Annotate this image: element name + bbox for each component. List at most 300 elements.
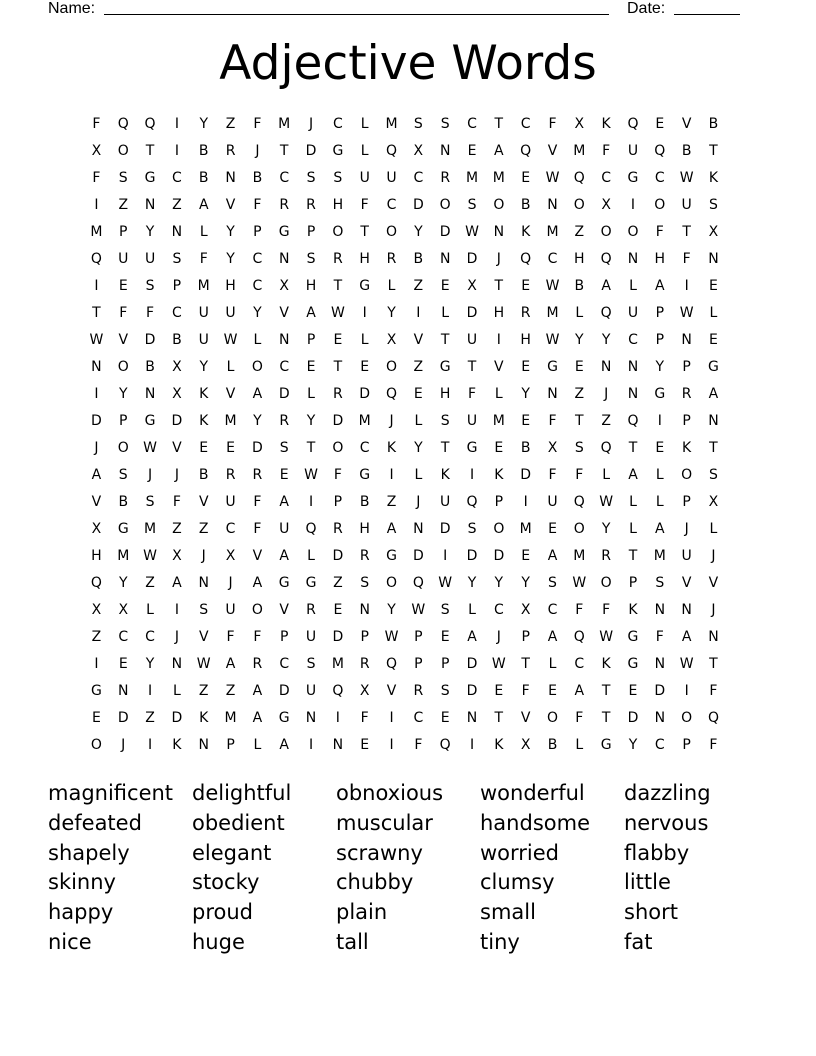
grid-letter: C [225, 521, 236, 538]
grid-letter: J [94, 440, 99, 457]
grid-letter: P [628, 575, 638, 592]
grid-letter: P [119, 224, 128, 241]
grid-letter: U [440, 494, 451, 511]
grid-letter: L [629, 494, 637, 511]
grid-letter: I [308, 737, 314, 754]
grid-letter: K [601, 116, 611, 132]
grid-letter: J [121, 737, 126, 754]
grid-letter: C [386, 197, 397, 214]
grid-letter: K [708, 170, 719, 187]
grid-letter: I [308, 494, 314, 511]
grid-letter: M [224, 413, 237, 430]
grid-letter: O [573, 197, 585, 214]
grid-letter: U [279, 521, 290, 538]
grid-letter: U [466, 332, 478, 349]
grid-letter: Q [386, 656, 398, 673]
grid-letter: T [306, 440, 316, 457]
grid-letter: N [171, 656, 183, 673]
grid-letter: Q [573, 494, 585, 511]
grid-letter: C [574, 656, 585, 673]
grid-letter: W [143, 548, 157, 565]
grid-letter: O [439, 197, 451, 214]
grid-letter: Q [386, 143, 398, 160]
grid-letter: G [117, 521, 129, 538]
grid-letter: N [439, 143, 451, 160]
grid-letter: D [278, 683, 290, 700]
grid-letter: M [653, 548, 666, 565]
grid-letter: C [413, 170, 424, 187]
grid-letter: G [332, 143, 344, 160]
grid-letter: V [413, 332, 424, 349]
grid-letter: T [440, 440, 450, 457]
word-list-item: happy [48, 900, 114, 925]
grid-letter: F [575, 710, 584, 727]
grid-letter: L [655, 494, 664, 511]
grid-letter: G [466, 440, 478, 457]
grid-letter: C [172, 170, 182, 187]
grid-letter: E [548, 521, 557, 538]
grid-letter: S [306, 170, 316, 187]
grid-letter: W [89, 332, 104, 349]
grid-letter: V [681, 575, 692, 592]
grid-letter: I [148, 683, 153, 700]
name-label: Name: [48, 0, 96, 17]
grid-letter: T [467, 359, 477, 376]
grid-letter: X [225, 548, 236, 565]
grid-letter: K [386, 440, 397, 457]
grid-letter: N [278, 332, 290, 349]
grid-letter: J [604, 386, 609, 403]
grid-letter: L [575, 737, 584, 754]
grid-letter: X [386, 332, 397, 349]
grid-letter: G [654, 386, 666, 403]
grid-letter: N [198, 575, 209, 592]
grid-letter: D [466, 656, 478, 673]
grid-letter: P [333, 494, 343, 511]
grid-letter: E [413, 386, 423, 403]
grid-letter: N [627, 251, 639, 268]
grid-letter: K [199, 386, 209, 403]
grid-letter: Z [413, 278, 424, 295]
grid-letter: K [601, 656, 611, 673]
word-list-item: muscular [336, 810, 433, 835]
grid-letter: T [333, 278, 343, 295]
grid-letter: D [332, 413, 344, 430]
grid-letter: D [654, 683, 666, 700]
word-list-item: wonderful [480, 781, 585, 805]
grid-letter: F [360, 197, 369, 214]
grid-letter: Q [707, 710, 719, 727]
grid-letter: C [332, 116, 343, 132]
grid-letter: R [306, 602, 316, 619]
grid-letter: Z [386, 494, 397, 511]
grid-letter: A [708, 386, 719, 403]
grid-letter: Q [117, 116, 129, 132]
grid-letter: X [172, 386, 182, 403]
grid-letter: R [333, 521, 343, 538]
grid-letter: E [440, 278, 450, 295]
grid-letter: Y [628, 737, 638, 754]
grid-letter: F [655, 224, 664, 241]
grid-letter: F [146, 305, 155, 322]
grid-letter: R [279, 197, 290, 214]
grid-letter: M [197, 278, 210, 295]
grid-letter: L [629, 278, 637, 295]
grid-letter: O [386, 224, 398, 241]
grid-letter: J [684, 521, 689, 538]
grid-letter: R [386, 251, 397, 268]
grid-letter: D [171, 710, 183, 727]
grid-letter: P [682, 359, 691, 376]
grid-letter: V [198, 629, 209, 646]
grid-letter: A [547, 548, 558, 565]
grid-letter: E [521, 413, 531, 430]
grid-letter: F [521, 683, 530, 700]
grid-letter: N [413, 521, 424, 538]
grid-letter: R [333, 386, 343, 403]
grid-letter: B [172, 332, 182, 349]
grid-letter: M [331, 656, 344, 673]
grid-letter: F [548, 413, 557, 430]
grid-letter: E [709, 278, 718, 295]
grid-letter: L [253, 332, 262, 349]
word-list-item: chubby [336, 870, 414, 895]
grid-letter: A [494, 143, 504, 160]
grid-letter: S [199, 602, 209, 619]
grid-letter: E [548, 683, 557, 700]
grid-letter: I [443, 548, 448, 565]
grid-letter: H [520, 332, 531, 349]
grid-letter: L [629, 521, 637, 538]
grid-letter: J [416, 494, 421, 511]
grid-letter: I [389, 737, 394, 754]
grid-letter: M [573, 143, 586, 160]
grid-letter: L [146, 602, 154, 619]
grid-letter: V [279, 602, 289, 619]
grid-letter: G [627, 656, 639, 673]
grid-letter: Z [333, 575, 343, 592]
grid-letter: N [547, 197, 558, 214]
grid-letter: D [627, 710, 639, 727]
grid-letter: A [252, 683, 263, 700]
grid-letter: H [225, 278, 236, 295]
grid-letter: L [575, 305, 584, 322]
date-label: Date: [627, 0, 666, 17]
grid-letter: X [520, 602, 531, 619]
grid-letter: X [601, 197, 611, 214]
grid-letter: S [548, 575, 557, 592]
grid-letter: L [468, 602, 476, 619]
grid-letter: T [145, 143, 155, 160]
grid-letter: H [654, 251, 666, 268]
grid-letter: Y [521, 575, 530, 592]
grid-letter: T [601, 683, 611, 700]
grid-letter: H [359, 521, 370, 538]
grid-letter: K [521, 224, 531, 241]
grid-letter: E [440, 629, 450, 646]
grid-letter: K [199, 413, 209, 430]
grid-letter: I [94, 197, 99, 214]
grid-letter: P [414, 656, 423, 673]
grid-letter: D [332, 629, 344, 646]
grid-letter: Z [172, 521, 182, 538]
grid-letter: N [118, 683, 129, 700]
grid-letter: J [711, 548, 716, 565]
word-list-item: obnoxious [336, 781, 444, 805]
grid-letter: Y [467, 575, 477, 592]
grid-letter: W [572, 575, 587, 592]
grid-letter: I [362, 305, 367, 322]
word-list-item: fat [624, 929, 653, 954]
grid-letter: L [360, 332, 369, 349]
grid-letter: D [91, 413, 102, 430]
grid-letter: L [602, 467, 611, 484]
grid-letter: S [333, 170, 343, 187]
grid-letter: M [465, 170, 479, 187]
grid-letter: S [413, 116, 423, 132]
grid-letter: D [439, 521, 451, 538]
grid-letter: G [359, 467, 371, 484]
grid-letter: D [332, 548, 344, 565]
grid-letter: T [279, 143, 289, 160]
grid-letter: S [279, 440, 289, 457]
grid-letter: F [253, 521, 262, 538]
grid-letter: E [226, 440, 235, 457]
grid-letter: G [386, 548, 397, 565]
grid-letter: R [520, 305, 531, 322]
grid-letter: U [386, 170, 397, 187]
grid-letter: E [306, 359, 316, 376]
grid-letter: T [628, 440, 638, 457]
grid-letter: A [681, 629, 692, 646]
grid-letter: Q [90, 251, 102, 268]
grid-letter: L [172, 683, 181, 700]
grid-letter: Z [91, 629, 102, 646]
grid-letter: L [226, 359, 235, 376]
grid-letter: C [279, 656, 290, 673]
grid-letter: G [627, 170, 639, 187]
grid-letter: D [412, 197, 424, 214]
grid-letter: E [279, 467, 289, 484]
grid-letter: D [466, 251, 478, 268]
grid-letter: V [172, 440, 182, 457]
grid-letter: V [520, 710, 531, 727]
grid-letter: O [386, 359, 398, 376]
grid-letter: U [627, 305, 639, 322]
grid-letter: L [307, 386, 315, 403]
word-list-item: defeated [48, 810, 142, 835]
word-list-item: obedient [192, 810, 285, 835]
word-list-item: small [480, 900, 536, 925]
grid-letter: N [493, 224, 505, 241]
grid-letter: Z [145, 710, 155, 727]
grid-letter: P [440, 656, 450, 673]
grid-letter: J [201, 548, 206, 565]
grid-letter: D [278, 386, 290, 403]
grid-letter: I [174, 602, 179, 619]
grid-letter: C [118, 629, 129, 646]
grid-letter: I [389, 467, 394, 484]
grid-letter: M [546, 305, 559, 322]
grid-letter: Y [118, 575, 128, 592]
word-list-item: shapely [48, 840, 130, 865]
grid-letter: F [119, 305, 128, 322]
grid-letter: Y [199, 359, 208, 376]
grid-letter: M [278, 116, 291, 132]
grid-letter: Q [439, 737, 451, 754]
grid-letter: H [91, 548, 102, 565]
grid-letter: I [174, 143, 179, 160]
grid-letter: J [174, 629, 179, 646]
grid-letter: L [199, 224, 208, 241]
grid-letter: U [305, 683, 317, 700]
grid-letter: P [414, 629, 423, 646]
grid-letter: S [306, 656, 316, 673]
grid-letter: G [278, 224, 290, 241]
grid-letter: A [252, 710, 263, 727]
grid-letter: B [198, 467, 209, 484]
grid-letter: O [600, 575, 612, 592]
grid-letter: X [91, 602, 102, 619]
grid-letter: S [467, 521, 477, 538]
grid-letter: E [199, 440, 209, 457]
grid-letter: Z [145, 575, 155, 592]
grid-letter: D [117, 710, 129, 727]
grid-letter: D [359, 386, 371, 403]
grid-letter: F [602, 143, 611, 160]
grid-letter: Z [413, 359, 424, 376]
grid-letter: X [574, 116, 585, 132]
grid-letter: J [389, 413, 394, 430]
grid-letter: Z [225, 116, 236, 132]
grid-letter: W [330, 305, 345, 322]
grid-letter: V [252, 548, 263, 565]
grid-letter: D [520, 467, 532, 484]
grid-letter: L [307, 548, 315, 565]
grid-letter: Y [575, 332, 584, 349]
grid-letter: E [655, 116, 665, 132]
grid-letter: B [252, 170, 263, 187]
grid-letter: C [252, 251, 263, 268]
grid-letter: Q [305, 521, 317, 538]
grid-letter: Y [253, 413, 262, 430]
grid-letter: F [575, 602, 584, 619]
grid-letter: U [547, 494, 558, 511]
grid-letter: Y [414, 224, 423, 241]
grid-letter: L [253, 737, 262, 754]
grid-letter: N [708, 629, 719, 646]
grid-letter: B [359, 494, 370, 511]
grid-letter: F [92, 170, 101, 187]
grid-letter: E [118, 656, 128, 673]
grid-letter: N [359, 602, 370, 619]
grid-letter: F [467, 386, 477, 403]
grid-letter: E [333, 602, 343, 619]
grid-letter: K [172, 737, 182, 754]
grid-letter: Q [332, 683, 344, 700]
grid-letter: Q [520, 251, 532, 268]
grid-letter: R [225, 143, 236, 160]
grid-letter: I [630, 197, 636, 214]
grid-letter: C [359, 440, 370, 457]
grid-letter: C [654, 170, 665, 187]
word-list-item: worried [480, 840, 560, 865]
grid-letter: J [711, 602, 716, 619]
grid-letter: X [520, 737, 531, 754]
grid-letter: R [359, 656, 370, 673]
grid-letter: T [494, 116, 504, 132]
grid-letter: W [465, 224, 479, 241]
grid-letter: Q [386, 386, 398, 403]
date-blank-line [674, 14, 740, 15]
grid-letter: F [253, 116, 262, 132]
grid-letter: F [709, 737, 718, 754]
grid-letter: N [627, 386, 639, 403]
grid-letter: R [601, 548, 612, 565]
grid-letter: J [496, 251, 501, 268]
grid-letter: M [358, 413, 371, 430]
grid-letter: P [172, 278, 182, 295]
grid-letter: S [145, 494, 155, 511]
grid-letter: Z [198, 521, 209, 538]
grid-letter: L [655, 467, 664, 484]
grid-letter: Y [655, 359, 665, 376]
grid-letter: A [655, 278, 665, 295]
grid-letter: E [91, 710, 101, 727]
grid-letter: L [360, 116, 369, 132]
grid-letter: F [575, 467, 584, 484]
grid-letter: L [414, 467, 423, 484]
grid-letter: V [547, 143, 558, 160]
grid-letter: S [118, 170, 128, 187]
grid-letter: Y [306, 413, 316, 430]
grid-letter: W [599, 494, 614, 511]
grid-letter: F [253, 197, 262, 214]
grid-letter: T [494, 278, 504, 295]
grid-letter: P [306, 224, 316, 241]
grid-letter: R [225, 467, 236, 484]
grid-letter: D [171, 413, 183, 430]
grid-letter: E [521, 359, 531, 376]
grid-letter: A [172, 575, 182, 592]
grid-letter: W [679, 656, 694, 673]
grid-letter: G [627, 629, 639, 646]
grid-letter: L [441, 305, 450, 322]
grid-letter: I [94, 386, 99, 403]
word-list-item: elegant [192, 840, 272, 865]
word-list-item: plain [336, 900, 388, 925]
grid-letter: F [602, 602, 611, 619]
grid-letter: R [252, 467, 263, 484]
grid-letter: I [335, 710, 340, 727]
grid-letter: C [467, 116, 477, 132]
grid-letter: C [172, 305, 182, 322]
grid-letter: F [360, 710, 369, 727]
grid-letter: U [225, 305, 236, 322]
grid-letter: U [627, 143, 639, 160]
grid-letter: P [521, 629, 530, 646]
grid-letter: D [493, 548, 505, 565]
grid-letter: M [90, 224, 103, 241]
word-list-item: nervous [624, 810, 709, 835]
grid-letter: Z [225, 683, 236, 700]
grid-letter: Z [601, 413, 611, 430]
grid-letter: S [440, 116, 450, 132]
grid-letter: B [574, 278, 585, 295]
grid-letter: A [655, 521, 665, 538]
grid-letter: F [92, 116, 101, 132]
grid-letter: V [279, 305, 289, 322]
